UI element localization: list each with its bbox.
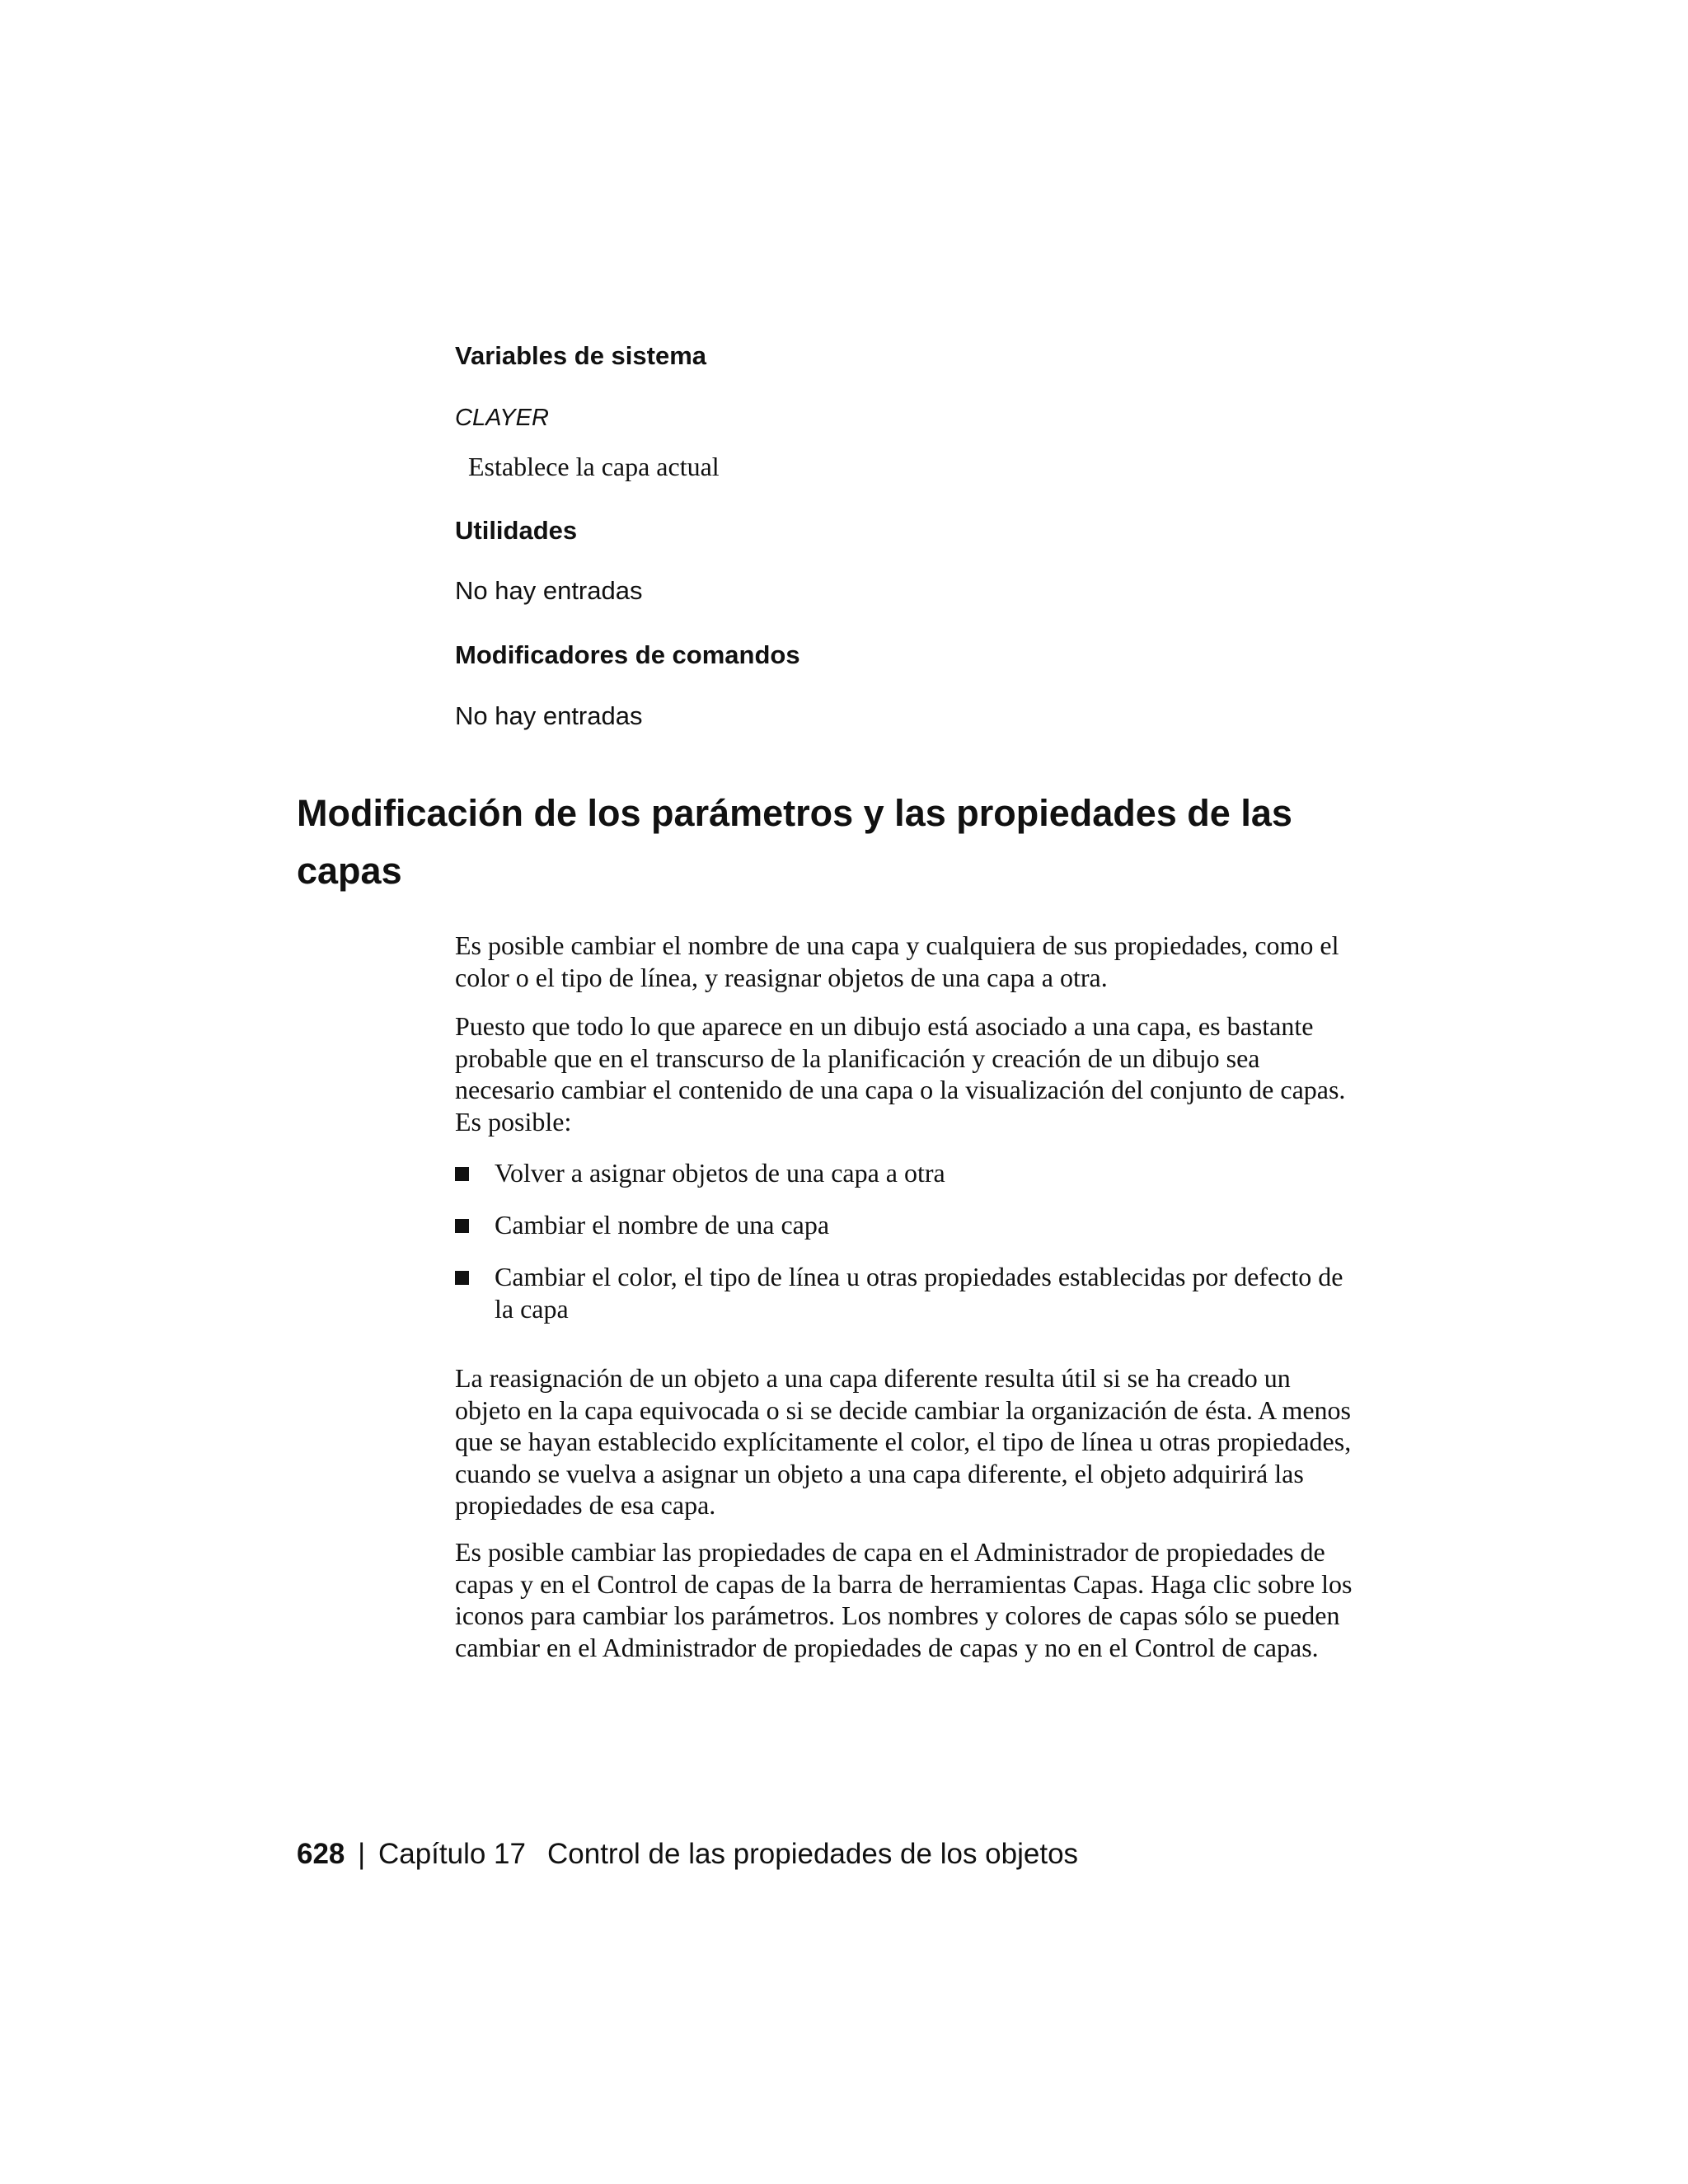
utilities-text: No hay entradas (455, 576, 643, 605)
page-number: 628 (297, 1838, 345, 1870)
list-item (455, 1209, 1362, 1242)
list-item (455, 1261, 1362, 1327)
chapter-label: Capítulo 17 (377, 1838, 526, 1870)
list-item (455, 1157, 1362, 1190)
paragraph-context: Puesto que todo lo que aparece en un dibujo está asociado a una capa, es bastante probable que en el transcurso de la planificación y creación de un dibujo sea necesario cambiar el contenido de una capa o la visualización del conjunto de capas. Es posible: (455, 1011, 1346, 1137)
section-title: Modificación de los parámetros y las propiedades de las capas (297, 792, 1292, 892)
square-bullet-icon (455, 1271, 469, 1285)
paragraph-intro: Es posible cambiar el nombre de una capa y cualquiera de sus propiedades, como el color o el tipo de línea, y reasignar objetos de una capa a otra. (455, 930, 1339, 992)
paragraph-reassignment: La reasignación de un objeto a una capa diferente resulta útil si se ha creado un objeto en la capa equivocada o si se decide cambiar la organización de ésta. A menos que se hayan establecido explícitamente el color, el tipo de línea u otras propiedades, cuando se vuelva a asignar un objeto a una capa diferente, el objeto adquirirá las propiedades de esa capa. (455, 1363, 1352, 1520)
list-item-text: Cambiar el color, el tipo de línea u otras propiedades establecidas por defecto de la capa (495, 1262, 1343, 1324)
system-variable-name: CLAYER (455, 405, 549, 431)
square-bullet-icon (455, 1167, 469, 1181)
command-modifiers-heading: Modificadores de comandos (455, 640, 800, 669)
list-item-text: Cambiar el nombre de una capa (495, 1210, 830, 1240)
page-footer (297, 1836, 1078, 1872)
square-bullet-icon (455, 1219, 469, 1233)
paragraph-properties: Es posible cambiar las propiedades de capa en el Administrador de propiedades de capas y en el Control de capas de la barra de herramientas Capas. Haga clic sobre los iconos para cambiar los parámetros. Los nombres y colores de capas sólo se pueden cambiar en el Administrador de propiedades de capas y no en el Control de capas. (455, 1537, 1353, 1662)
chapter-title: Control de las propiedades de los objetos (547, 1838, 1079, 1870)
command-modifiers-text: No hay entradas (455, 701, 643, 730)
list-item-text: Volver a asignar objetos de una capa a otra (495, 1158, 945, 1188)
system-variable-description: Establece la capa actual (468, 452, 720, 481)
footer-separator: | (358, 1838, 366, 1870)
utilities-heading: Utilidades (455, 516, 578, 545)
system-variables-heading: Variables de sistema (455, 341, 707, 370)
